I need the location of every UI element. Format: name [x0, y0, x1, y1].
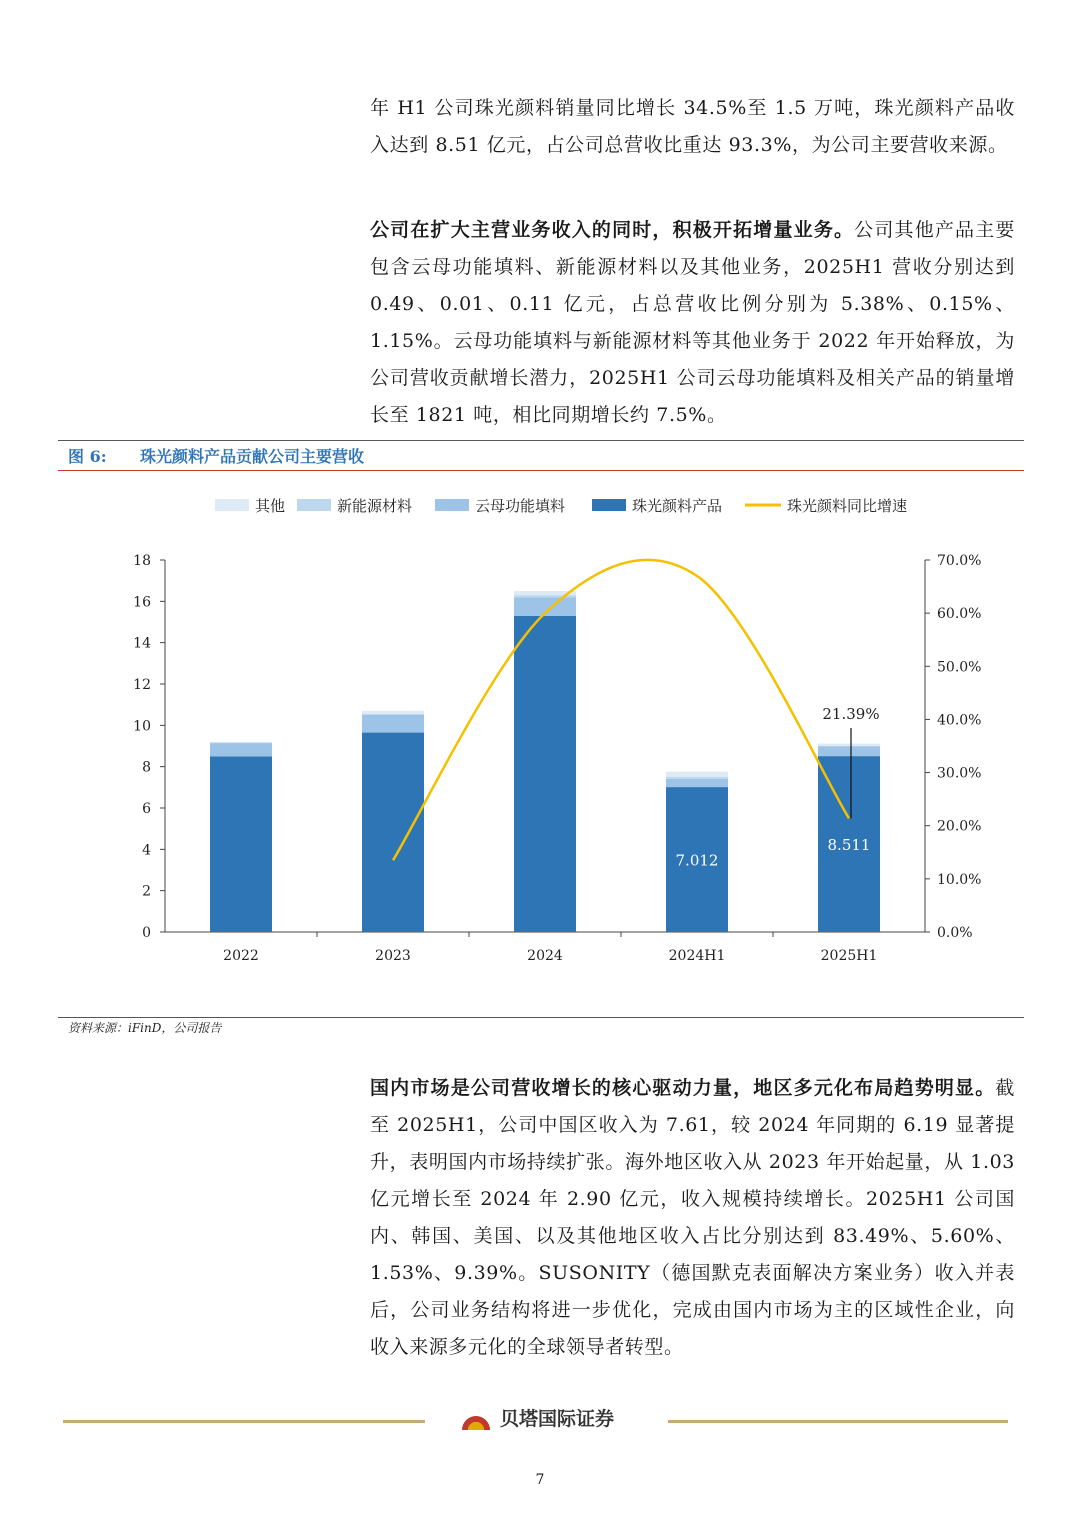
y-tick-label: 2 [142, 883, 151, 900]
bar-segment [818, 743, 880, 745]
x-tick-label: 2024 [527, 948, 563, 964]
bar-segment [362, 711, 424, 714]
paragraph-2-body: 公司其他产品主要包含云母功能填料、新能源材料以及其他业务，2025H1 营收分别达到 0.49、0.01、0.11 亿元，占总营收比例分别为 5.38%、0.15%、1.15%。云母功能填料与新能源材料等其他业务于 2022 年开始释放，为公司营收贡献增长潜力，2025H1 公司云母功能填料及相关产品的销量增长至 1821 吨，相比同期增长约 7.5%。 [370, 219, 1015, 426]
figure-label: 图 6: [68, 447, 107, 466]
legend-label: 其他 [255, 497, 286, 515]
page-number: 7 [535, 1472, 545, 1488]
y-tick-label: 12 [133, 677, 151, 693]
bar-segment [210, 742, 272, 743]
legend-swatch [297, 499, 331, 511]
bar-segment [818, 746, 880, 756]
legend-swatch [215, 499, 249, 511]
paragraph-2-lead: 公司在扩大主营业务收入的同时，积极开拓增量业务。 [370, 219, 855, 241]
paragraph-1: 年 H1 公司珠光颜料销量同比增长 34.5%至 1.5 万吨，珠光颜料产品收入达到 8.51 亿元，占公司总营收比重达 93.3%，为公司主要营收来源。 [370, 97, 1015, 156]
bar-segment [362, 733, 424, 932]
y2-tick-label: 40.0% [937, 712, 982, 729]
figure-title [68, 444, 364, 467]
figure-title-rule [58, 470, 1024, 471]
x-tick-label: 2022 [223, 948, 259, 964]
y2-tick-label: 30.0% [937, 765, 982, 782]
bar-segment [666, 772, 728, 777]
footer-brand [458, 1402, 614, 1432]
bar-segment [362, 715, 424, 733]
figure-title-text: 珠光颜料产品贡献公司主要营收 [140, 447, 365, 466]
paragraph-3-lead: 国内市场是公司营收增长的核心驱动力量，地区多元化布局趋势明显。 [370, 1077, 996, 1099]
paragraph-3-body: 截至 2025H1，公司中国区收入为 7.61，较 2024 年同期的 6.19 显著提升，表明国内市场持续扩张。海外地区收入从 2023 年开始起量，从 1.03 亿元增长至 2024 年 2.90 亿元，收入规模持续增长。2025H1 公司国内、韩国、美国、以及其他地区收入占比分别达到 83.49%、5.60%、1.53%、9.39%。SUSONITY（德国默克表面解决方案业务）收入并表后，公司业务结构将进一步优化，完成由国内市场为主的区域性企业，向收入来源多元化的全球领导者转型。 [370, 1077, 1015, 1358]
bar-segment [514, 616, 576, 932]
bar-segment [210, 756, 272, 932]
paragraph-3 [370, 1070, 1015, 1366]
growth-annotation-label: 21.39% [822, 705, 880, 723]
bar-segment [666, 779, 728, 787]
bar-value-label: 7.012 [675, 851, 719, 870]
y-tick-label: 18 [133, 553, 151, 569]
x-tick-label: 2024H1 [668, 948, 726, 964]
chart-bars [210, 591, 880, 932]
y-tick-label: 10 [133, 718, 151, 735]
bar-segment [210, 743, 272, 756]
y-tick-label: 0 [142, 925, 151, 941]
figure-source: 资料来源：iFinD，公司报告 [68, 1021, 222, 1035]
y2-tick-label: 50.0% [937, 659, 982, 676]
brand-name: 贝塔国际证券 [500, 1407, 615, 1430]
revenue-chart [0, 480, 1080, 1010]
y2-tick-label: 10.0% [937, 871, 982, 888]
growth-rate-line [393, 560, 849, 860]
y-tick-label: 16 [133, 594, 151, 611]
footer-rule-right [668, 1420, 1008, 1423]
y2-tick-label: 20.0% [937, 818, 982, 835]
y-tick-label: 6 [142, 801, 151, 817]
y-tick-label: 4 [142, 842, 151, 859]
x-tick-label: 2025H1 [820, 948, 878, 964]
legend-swatch [435, 499, 469, 511]
brand-logo-icon [458, 1402, 494, 1432]
paragraph-2 [370, 212, 1015, 434]
x-tick-label: 2023 [375, 948, 411, 964]
footer-rule-left [63, 1420, 425, 1423]
figure-bottom-rule [58, 1017, 1024, 1018]
y2-tick-label: 0.0% [937, 925, 973, 941]
legend-label: 新能源材料 [337, 497, 413, 515]
legend-swatch [592, 499, 626, 511]
y-tick-label: 14 [133, 635, 151, 652]
legend-label: 云母功能填料 [475, 497, 566, 515]
chart-legend [215, 497, 907, 515]
bar-segment [818, 746, 880, 747]
y2-tick-label: 60.0% [937, 606, 982, 623]
bar-segment [362, 714, 424, 715]
legend-label: 珠光颜料产品 [632, 497, 723, 515]
chart-line-layer [393, 560, 849, 860]
figure-top-rule [58, 440, 1024, 441]
legend-label: 珠光颜料同比增速 [787, 497, 908, 515]
bar-value-label: 8.511 [827, 836, 871, 855]
bar-segment [666, 777, 728, 779]
y-tick-label: 8 [142, 759, 151, 776]
y2-tick-label: 70.0% [937, 553, 982, 569]
